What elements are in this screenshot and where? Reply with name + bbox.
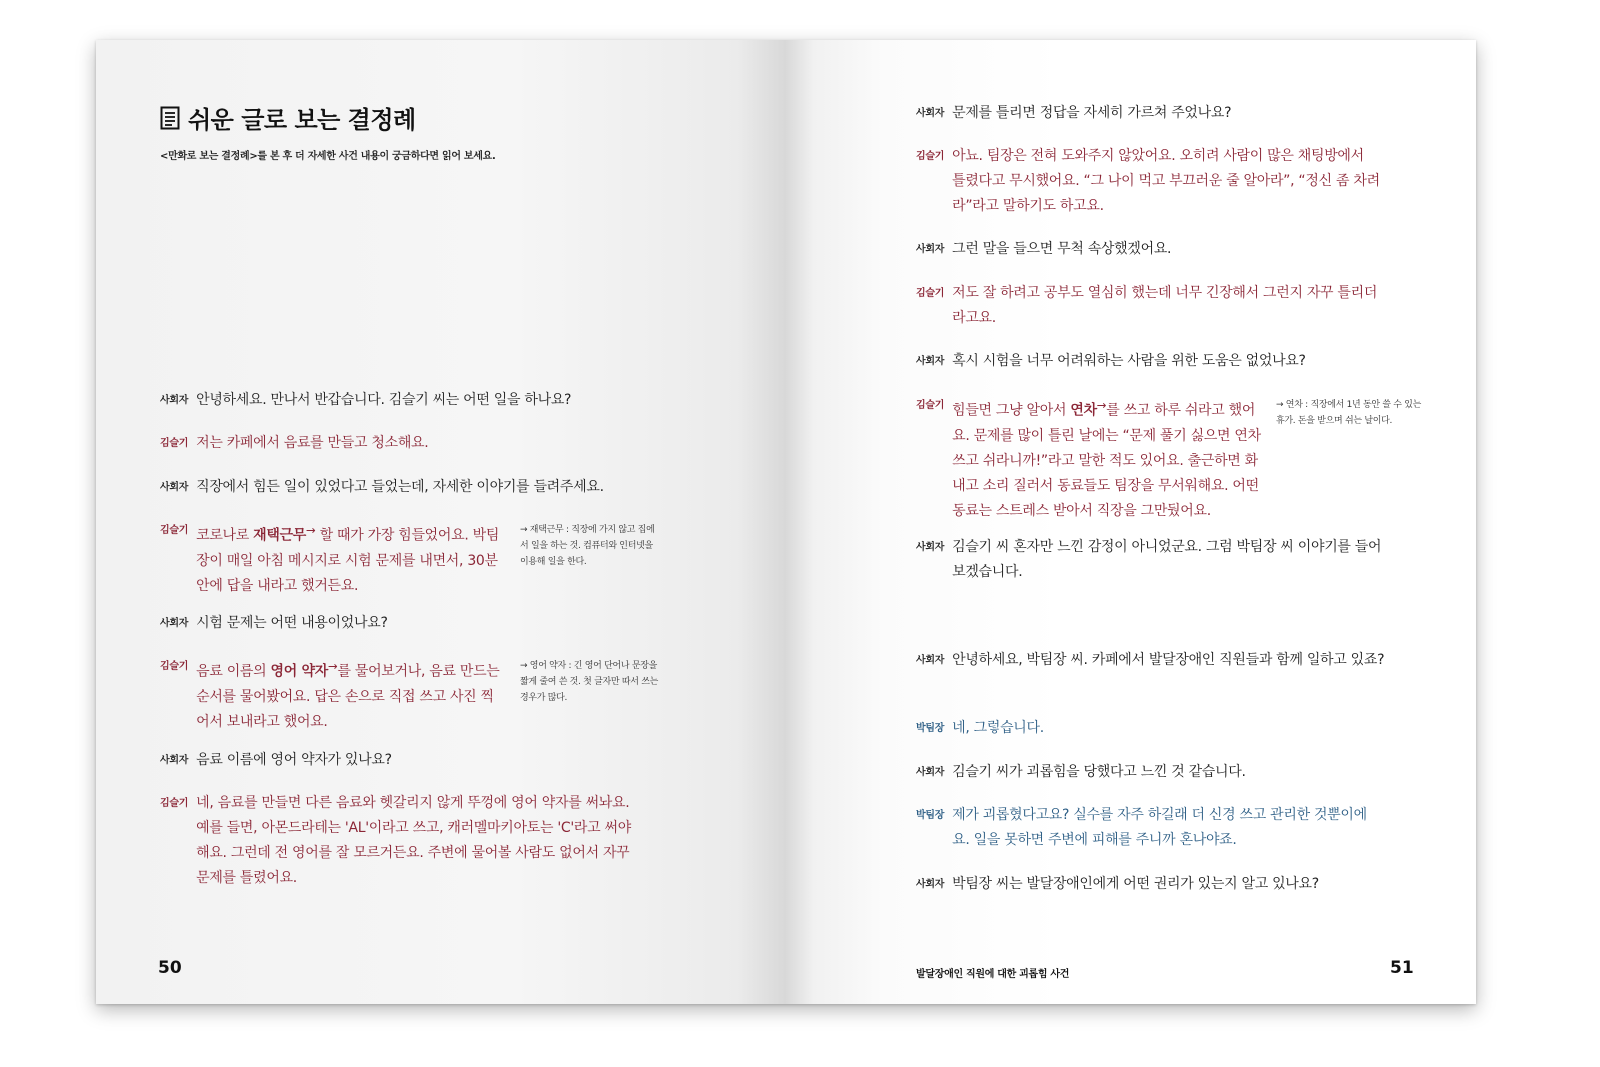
speaker-label: 김슬기	[160, 661, 189, 672]
highlight-term: 재택근무	[253, 527, 307, 544]
book-spread	[96, 40, 1476, 1004]
speech-text: 김슬기 씨가 괴롭힘을 당했다고 느낀 것 같습니다.	[952, 764, 1246, 780]
page-number: 51	[1390, 958, 1414, 978]
speaker-label: 사회자	[916, 356, 945, 367]
dialogue-line	[916, 535, 1386, 585]
speech-text: 아뇨. 팀장은 전혀 도와주지 않았어요. 오히려 사람이 많은 채팅방에서 틀렸다고 무시했어요. “그 나이 먹고 부끄러운 줄 알아라”, “정신 좀 차려라”라고 말하기도 하고요.	[952, 148, 1380, 214]
page-number: 50	[158, 958, 182, 978]
speaker-label: 사회자	[160, 482, 189, 493]
dialogue-line	[160, 475, 720, 501]
speaker-label: 김슬기	[160, 798, 189, 809]
footnote: → 재택근무 : 직장에 가지 않고 집에서 일을 하는 것. 컴퓨터와 인터넷을 이용해 일을 한다.	[520, 525, 655, 567]
speech-text: 문제를 틀리면 정답을 자세히 가르쳐 주었나요?	[952, 105, 1232, 121]
speaker-label: 사회자	[916, 244, 945, 255]
speech-text: 힘들면 그냥 알아서 연차→를 쓰고 하루 쉬라고 했어요. 문제를 많이 틀린 날에는 “문제 풀기 싫으면 연차 쓰고 쉬라니까!”라고 말한 적도 있어요. 출근하면 화내고 소리 질러서 동료들도 팀장을 무서워해요. 어떤 동료는 스트레스 받아서 직장을 그만뒀어요.	[952, 398, 1261, 519]
arrow-icon: →	[306, 523, 316, 537]
dialogue-line	[160, 518, 505, 599]
speech-text: 네, 그렇습니다.	[952, 720, 1044, 736]
speech-text: 직장에서 힘든 일이 있었다고 들었는데, 자세한 이야기를 들려주세요.	[196, 479, 604, 495]
speech-text: 안녕하세요. 만나서 반갑습니다. 김슬기 씨는 어떤 일을 하나요?	[196, 392, 572, 408]
arrow-icon: →	[1096, 398, 1107, 412]
dialogue-line	[916, 648, 1386, 674]
speaker-label: 김슬기	[916, 400, 945, 411]
dialogue-line	[916, 393, 1261, 524]
speech-text: 음료 이름의 영어 약자→를 물어보거나, 음료 만드는 순서를 물어봤어요. 답은 손으로 직접 쓰고 사진 찍어서 보내라고 했어요.	[196, 659, 500, 730]
speech-text: 그런 말을 들으면 무척 속상했겠어요.	[952, 241, 1172, 257]
dialogue-line	[916, 803, 1381, 853]
speaker-label: 사회자	[916, 108, 945, 119]
speaker-label: 김슬기	[916, 288, 945, 299]
speaker-label: 사회자	[916, 879, 945, 890]
speech-text: 저는 카페에서 음료를 만들고 청소해요.	[196, 435, 429, 451]
footnote: → 연차 : 직장에서 1년 동안 쓸 수 있는 휴가. 돈을 받으며 쉬는 날이다.	[1276, 400, 1422, 426]
running-footer: 발달장애인 직원에 대한 괴롭힘 사건	[916, 969, 1070, 980]
dialogue-line	[160, 611, 720, 637]
speech-text: 박팀장 씨는 발달장애인에게 어떤 권리가 있는지 알고 있나요?	[952, 876, 1319, 892]
dialogue-line	[916, 716, 1386, 742]
dialogue-line	[160, 791, 635, 891]
dialogue-line	[916, 281, 1381, 331]
speech-text: 김슬기 씨 혼자만 느낀 감정이 아니었군요. 그럼 박팀장 씨 이야기를 들어 보겠습니다.	[952, 539, 1382, 580]
dialogue-line	[916, 760, 1386, 786]
dialogue-line	[160, 748, 720, 774]
speech-text: 네, 음료를 만들면 다른 음료와 헷갈리지 않게 뚜껑에 영어 약자를 써놔요. 예를 들면, 아몬드라테는 'AL'이라고 쓰고, 캐러멜마키아토는 'C'라고 써야 해요. 그런데 전 영어를 잘 모르거든요. 주변에 물어볼 사람도 없어서 자꾸 문제를 틀렸어요.	[196, 795, 631, 886]
dialogue-line	[160, 431, 720, 457]
speaker-label: 사회자	[916, 542, 945, 553]
speaker-label: 김슬기	[160, 438, 189, 449]
dialogue-line	[916, 872, 1386, 898]
speech-text: 안녕하세요, 박팀장 씨. 카페에서 발달장애인 직원들과 함께 일하고 있죠?	[952, 652, 1385, 668]
speech-text: 음료 이름에 영어 약자가 있나요?	[196, 752, 392, 768]
document-icon	[160, 106, 180, 130]
dialogue-line	[160, 388, 720, 414]
speaker-label: 사회자	[160, 618, 189, 629]
dialogue-line	[916, 237, 1386, 263]
highlight-term: 연차	[1070, 402, 1097, 419]
dialogue-line	[160, 654, 505, 735]
dialogue-line	[916, 101, 1386, 127]
speech-text: 혹시 시험을 너무 어려워하는 사람을 위한 도움은 없었나요?	[952, 353, 1306, 369]
section-subtitle: <만화로 보는 결정례>를 본 후 더 자세한 사건 내용이 궁금하다면 읽어 보세요.	[160, 151, 496, 162]
right-page	[786, 40, 1476, 1004]
speaker-label: 사회자	[160, 395, 189, 406]
dialogue-line	[916, 144, 1381, 219]
speaker-label: 김슬기	[160, 525, 189, 536]
speaker-label: 사회자	[160, 755, 189, 766]
speaker-label: 박팀장	[916, 810, 945, 821]
section-title-text: 쉬운 글로 보는 결정례	[188, 106, 416, 134]
highlight-term: 영어 약자	[270, 663, 328, 680]
speech-text: 코로나로 재택근무→ 할 때가 가장 힘들었어요. 박팀장이 매일 아침 메시지로 시험 문제를 내면서, 30분 안에 답을 내라고 했거든요.	[196, 523, 500, 594]
section-title	[160, 100, 416, 135]
speaker-label: 박팀장	[916, 723, 945, 734]
speech-text: 저도 잘 하려고 공부도 열심히 했는데 너무 긴장해서 그런지 자꾸 틀리더라고요.	[952, 285, 1378, 326]
footnote: → 영어 약자 : 긴 영어 단어나 문장을 짧게 줄여 쓴 것. 첫 글자만 따서 쓰는 경우가 많다.	[520, 661, 659, 703]
left-page	[96, 40, 786, 1004]
dialogue-line	[916, 349, 1386, 375]
speech-text: 제가 괴롭혔다고요? 실수를 자주 하길래 더 신경 쓰고 관리한 것뿐이에요. 일을 못하면 주변에 피해를 주니까 혼나야죠.	[952, 807, 1367, 848]
speech-text: 시험 문제는 어떤 내용이었나요?	[196, 615, 388, 631]
speaker-label: 사회자	[916, 655, 945, 666]
speaker-label: 사회자	[916, 767, 945, 778]
arrow-icon: →	[328, 659, 338, 673]
speaker-label: 김슬기	[916, 151, 945, 162]
